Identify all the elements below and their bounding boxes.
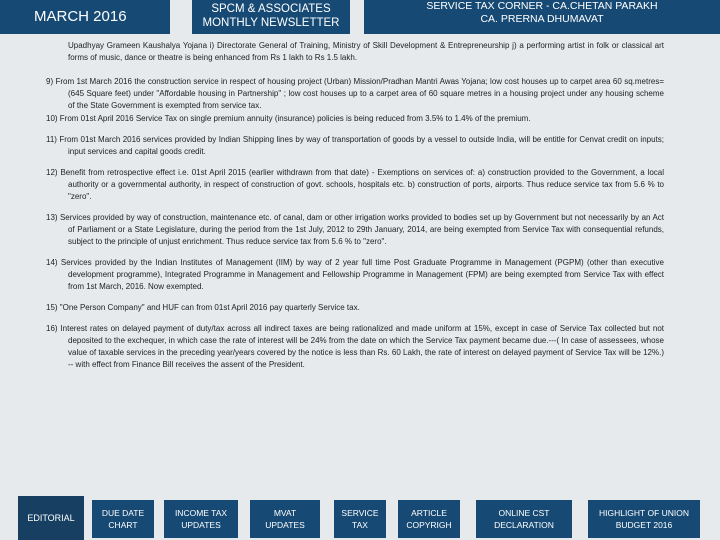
mvat-updates-button[interactable] [250,500,320,538]
nav-label-line2: UPDATES [181,520,221,530]
union-budget-highlight-button[interactable] [588,500,700,538]
due-date-chart-button[interactable] [92,500,154,538]
editorial-button[interactable] [18,496,84,540]
editorial-label: EDITORIAL [27,513,75,523]
paragraph-item-16: 16) Interest rates on delayed payment of duty/tax across all indirect taxes are being rationalized and made uniform at 15%, except in case of Service Tax collected but not deposited to the exchequer, in which case the rate of interest will be 24% from the date on which the Service Tax payment became due.---( In case of assessees, whose value of taxable services in the preceding year/years covered by the notice is less than Rs. 60 Lakh, the rate of interest on delayed payment of Service Tax will be 12%.) -- with effect from Finance Bill receives the assent of the President. [46,324,664,369]
nav-label-line1: SERVICE [341,508,379,518]
newsletter-name: MONTHLY NEWSLETTER [202,17,340,29]
nav-label-line2: UPDATES [265,520,305,530]
nav-label-line1: MVAT [273,508,297,518]
service-tax-button[interactable] [334,500,386,538]
income-tax-updates-button[interactable] [164,500,238,538]
paragraph-item-9: 9) From 1st March 2016 the construction service in respect of housing project (Urban) Mission/Pradhan Mantri Awas Yojana; low cost houses up to carpet area 60 sq.metres=(645 Square feet) under "Affordable housing in Partnership" ; low cost houses up to a carpet area of 60 square metres in a housing project under any housing scheme of the State Government is exempted from service tax. [46,77,664,110]
newsletter-body [46,40,664,380]
nav-label-line1: INCOME TAX [174,508,228,518]
nav-label-line2: TAX [352,520,368,530]
paragraph-item-10: 10) From 01st April 2016 Service Tax on single premium annuity (insurance) policies is being reduced from 3.5% to 1.4% of the premium. [46,114,531,123]
footer-nav [0,496,720,540]
nav-label-line2: CHART [108,520,138,530]
paragraph-item-13: 13) Services provided by way of construction, maintenance etc. of canal, dam or other irrigation works provided to bodies set up by Government but not necessarily by an Act of Parliament or a State Legislature, during the period from the 1st July, 2012 to 29th January, 2014, are being exempted from Service Tax with consequential refunds, subject to the principle of unjust enrichment. Thus reduce service tax from 5.6 % to "zero". [46,213,664,246]
nav-label-line1: HIGHLIGHT OF UNION [598,508,690,518]
nav-label-line1: ONLINE CST [498,508,550,518]
nav-label-line2: DECLARATION [494,520,554,530]
nav-label-line1: ARTICLE [411,508,447,518]
article-copyright-button[interactable] [398,500,460,538]
nav-label-line1: DUE DATE [101,508,145,518]
newsletter-title [192,0,350,34]
section-title [364,0,720,34]
paragraph-item-12: 12) Benefit from retrospective effect i.e. 01st April 2015 (earlier withdrawn from that date) - Exemptions on services of: a) construction provided to the Government, a local authority or a governmental authority, in respect of construction of govt. schools, hospitals etc. b) construction of ports, airports. Thus reduce service tax from 5.6 % to "zero". [46,168,664,201]
firm-name: SPCM & ASSOCIATES [211,3,331,15]
paragraph-item-11: 11) From 01st March 2016 services provided by Indian Shipping lines by way of transportation of goods by a vessel to outside India, will be entitle for Cenvat credit on inputs; input services and capital goods credit. [46,135,664,156]
paragraph-continuation: Upadhyay Grameen Kaushalya Yojana i) Directorate General of Training, Ministry of Skill Development & Entrepreneurship j) a performing artist in folk or classical art forms of music, dance or theatre is being enhanced from Rs 1 lakh to Rs 1.5 lakh. [68,41,664,62]
nav-label-line2: BUDGET 2016 [615,520,673,530]
paragraph-item-14: 14) Services provided by the Indian Institutes of Management (IIM) by way of 2 year full time Post Graduate Programme in Management (PGPM) (other than executive development programme), Integrated Programme in Management and Fellowship Programme in Management (FPM) are being exempted from Service Tax with effect from 1st March, 2016. Now exempted. [46,258,664,291]
paragraph-item-15: 15) "One Person Company" and HUF can from 01st April 2016 pay quarterly Service tax. [46,303,360,312]
nav-label-line2: COPYRIGH [406,520,452,530]
online-cst-declaration-button[interactable] [476,500,572,538]
month-label: MARCH 2016 [34,8,127,25]
section-heading: SERVICE TAX CORNER - CA.CHETAN PARAKH [426,0,658,12]
section-author: CA. PRERNA DHUMAVAT [480,13,604,25]
newsletter-month [0,0,170,34]
